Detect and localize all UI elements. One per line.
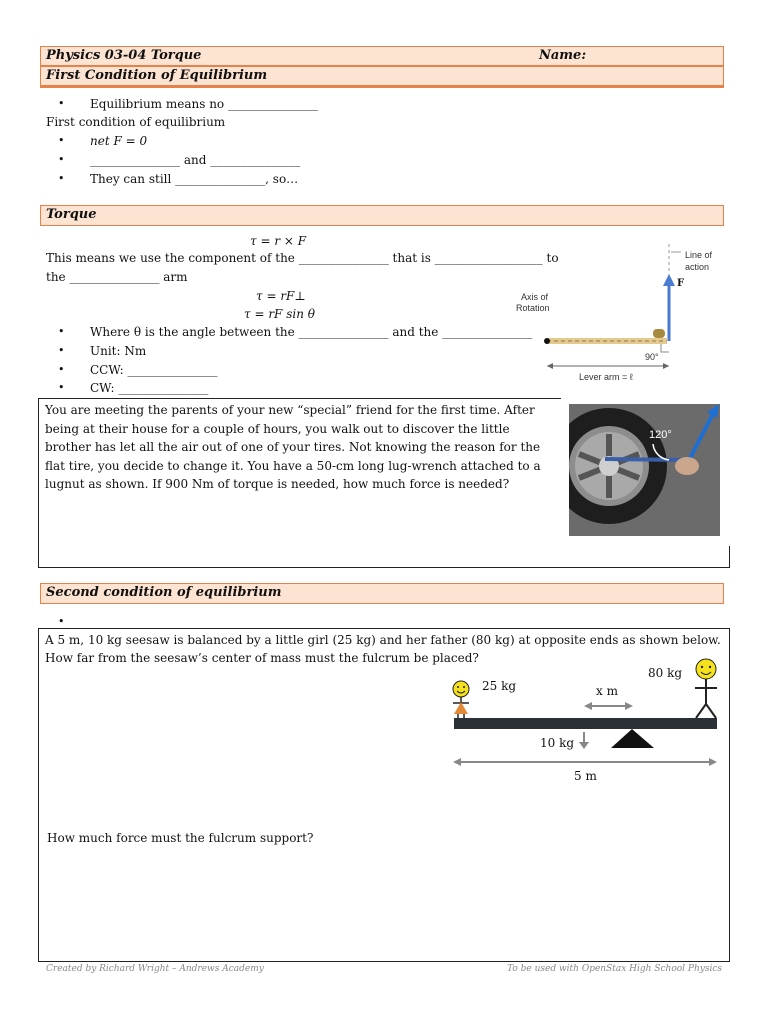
father-figure [695,659,717,718]
footer-source: To be used with OpenStax High School Physics [507,964,722,974]
center-mass-label: 10 kg [540,736,575,750]
title-bar [40,46,724,66]
footer-credit: Created by Richard Wright – Andrews Academy [46,964,264,974]
axis-label: Axis of Rotation [516,292,550,313]
section-header-second-condition [40,583,724,604]
problem2-question2: How much force must the fulcrum support? [47,831,314,845]
torque-text-line1: This means we use the component of the _______________ that is __________________ to [46,251,559,265]
girl-figure [453,681,469,718]
father-mass-label: 80 kg [648,666,683,680]
length-label: 5 m [574,769,597,783]
axis-point [544,338,550,344]
seesaw-beam [454,718,717,729]
torque-sin-equation: τ = rF sin θ [244,307,315,321]
name-field-label: Name: [539,48,587,63]
force-arrow-head [663,274,675,286]
x-distance-label: x m [596,684,618,698]
nut [653,329,665,338]
section-title: First Condition of Equilibrium [46,68,268,83]
lever-arm-label: Lever arm = ℓ [579,372,633,382]
problem1-text: You are meeting the parents of your new “special” friend for the first time. After being at their house for a couple of hours, you walk out to discover the little brother has let all the air out of one of your tires. Not knowing the reason for the flat tire, you decide to change it. You have a 50-cm long lug-wrench attached to a lugnut as shown. If 900 Nm of torque is needed, how much force is needed? [45,403,541,491]
wrench-handle [605,459,687,460]
section-header-torque [40,205,724,226]
section-title: Torque [46,207,97,222]
line-of-action-label: Line of action [685,250,713,272]
torque-perp-equation: τ = rF⊥ [256,289,306,303]
torque-cross-product-equation: τ = r × F [250,234,307,248]
worksheet-title: Physics 03-04 Torque [46,48,202,63]
angle-label: 90° [645,352,659,362]
right-angle-mark [661,344,669,352]
girl-mass-label: 25 kg [482,679,517,693]
force-label: F [677,278,685,289]
problem2-text: A 5 m, 10 kg seesaw is balanced by a little girl (25 kg) and her father (80 kg) at opposite ends as shown below. How far from the seesaw’s center of mass must the fulcrum be placed? [45,633,721,665]
header-accent-line [40,85,724,88]
torque-text-line2: the _______________ arm [46,270,188,284]
subhead-first-condition: First condition of equilibrium [46,115,226,129]
photo-angle-label: 120° [649,429,672,441]
fulcrum [611,729,654,748]
section-title: Second condition of equilibrium [46,585,282,600]
tire-wrench-photo [569,404,720,536]
lever-arm-diagram [505,238,720,388]
section-header-first-condition [40,66,724,86]
seesaw-diagram [446,656,726,786]
